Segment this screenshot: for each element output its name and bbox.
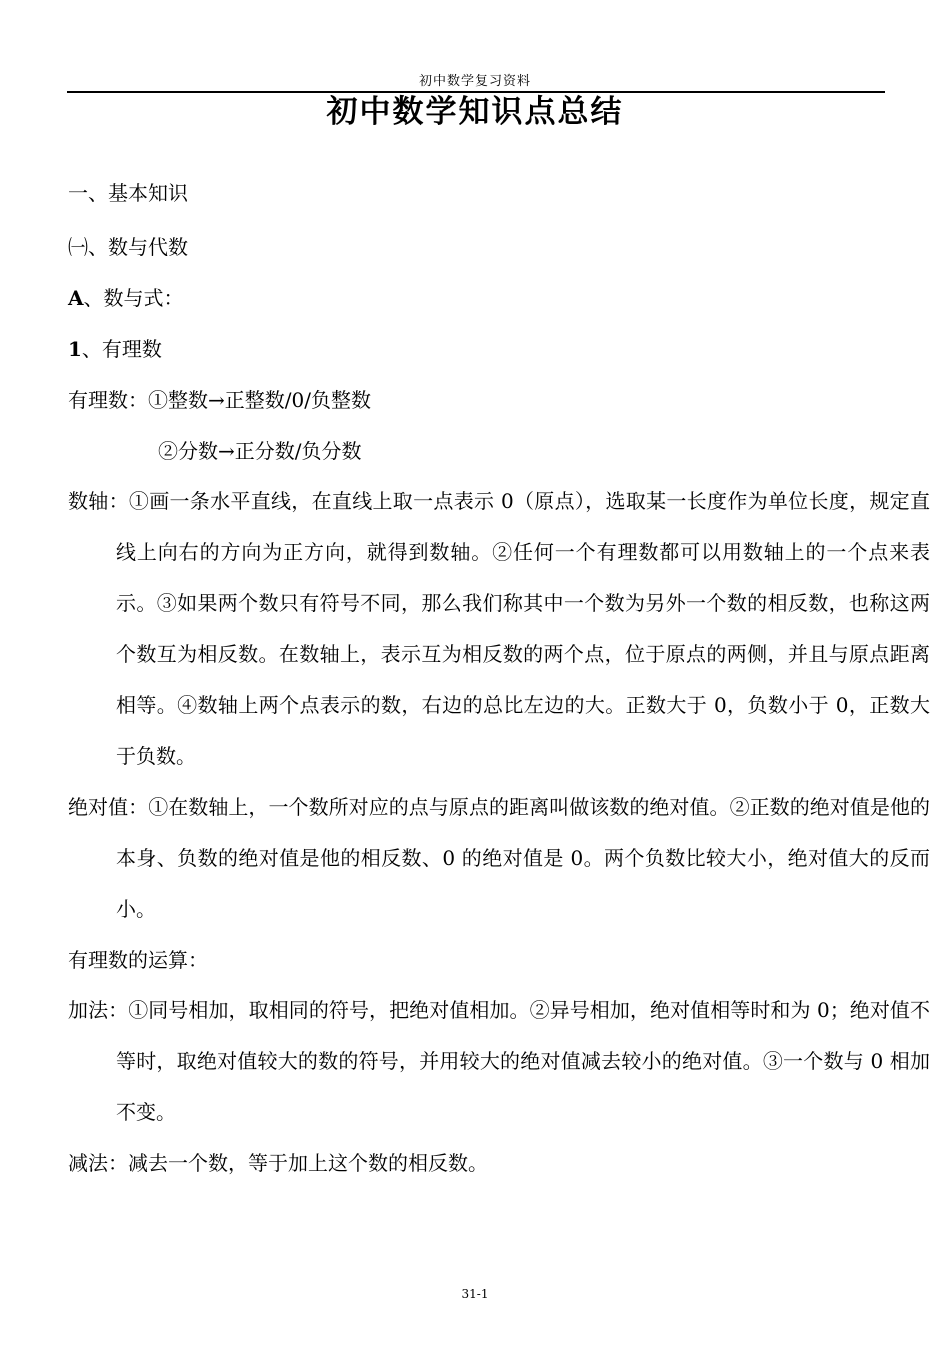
section-heading-numbers-expressions [68, 285, 184, 311]
heading-letter: A [68, 286, 84, 310]
rational-classification-line-2: ②分数→正分数/负分数 [158, 439, 362, 463]
paragraph-addition: 加法：①同号相加，取相同的符号，把绝对值相加。②异号相加，绝对值相等时和为 0；绝对值不等时，取绝对值较大的数的符号，并用较大的绝对值减去较小的绝对值。③一个数与 0 相加不变。 [68, 998, 930, 1124]
heading-number: 1 [68, 337, 82, 361]
paragraph-subtraction: 减法：减去一个数，等于加上这个数的相反数。 [68, 1151, 488, 1175]
paragraph-number-axis: 数轴：①画一条水平直线，在直线上取一点表示 0（原点），选取某一长度作为单位长度，规定直线上向右的方向为正方向，就得到数轴。②任何一个有理数都可以用数轴上的一个点来表示。③如果两个数只有符号不同，那么我们称其中一个数为另外一个数的相反数，也称这两个数互为相反数。在数轴上，表示互为相反数的两个点，位于原点的两侧，并且与原点距离相等。④数轴上两个点表示的数，右边的总比左边的大。正数大于 0，负数小于 0，正数大于负数。 [68, 489, 930, 768]
paragraph-absolute-value: 绝对值：①在数轴上，一个数所对应的点与原点的距离叫做该数的绝对值。②正数的绝对值是他的本身、负数的绝对值是他的相反数、0 的绝对值是 0。两个负数比较大小，绝对值大的反而小。 [68, 795, 930, 921]
page-title: 初中数学知识点总结 [326, 94, 624, 130]
rational-classification-line-1: 有理数：①整数→正整数/0/负整数 [68, 388, 371, 412]
section-heading-rational-numbers [68, 336, 162, 362]
page-number: 31-1 [461, 1287, 489, 1301]
running-header: 初中数学复习资料 [418, 74, 531, 89]
operations-heading: 有理数的运算： [68, 948, 208, 972]
section-heading-numbers-algebra: ㈠、数与代数 [68, 235, 188, 259]
heading-text: 、数与式： [83, 286, 184, 310]
section-heading-basic-knowledge: 一、基本知识 [68, 181, 188, 205]
heading-text: 、有理数 [81, 337, 162, 361]
